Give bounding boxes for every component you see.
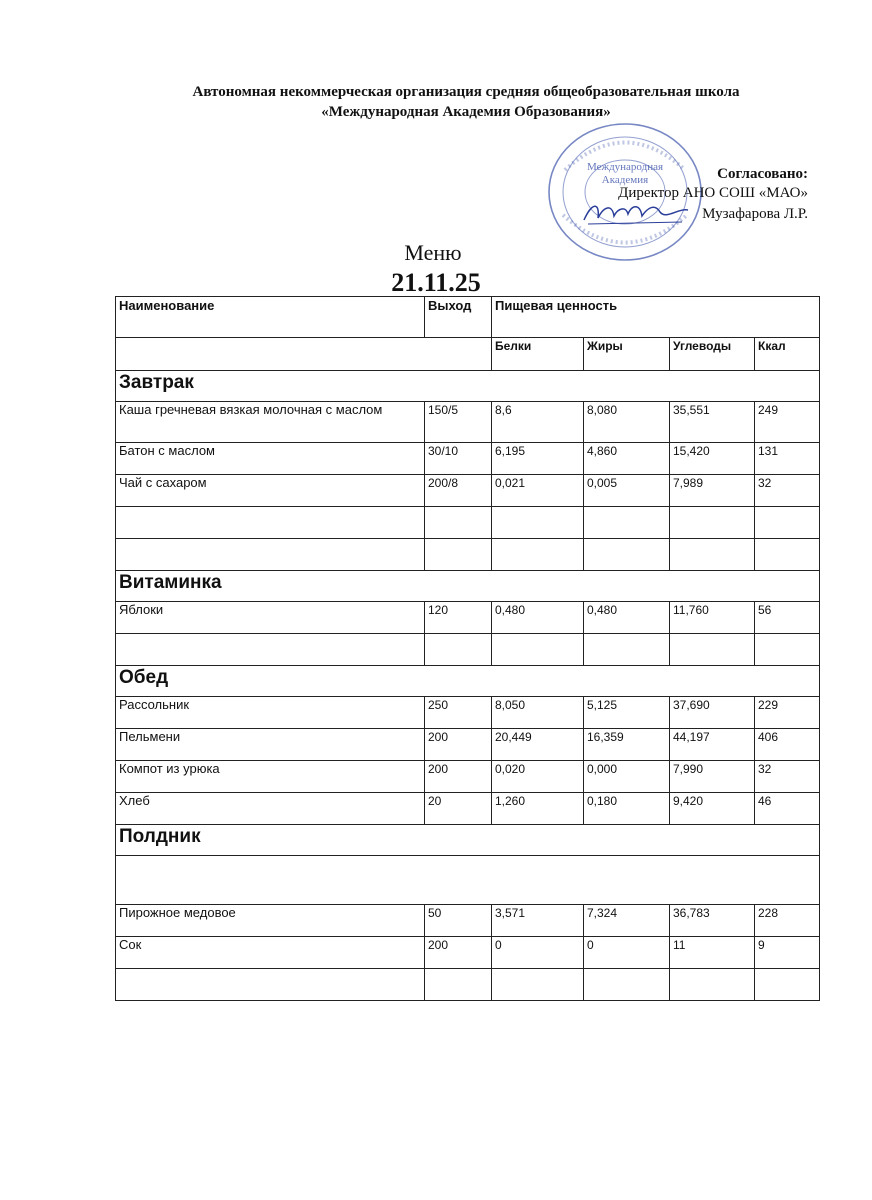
dish-carbs: 36,783 — [670, 905, 755, 937]
header-protein: Белки — [492, 338, 584, 371]
table-row — [116, 729, 820, 761]
dish-name: Каша гречневая вязкая молочная с маслом — [116, 402, 425, 443]
dish-protein: 20,449 — [492, 729, 584, 761]
dish-kcal: 9 — [755, 937, 820, 969]
menu-title: Меню — [404, 240, 462, 265]
dish-yield: 150/5 — [425, 402, 492, 443]
dish-kcal: 32 — [755, 761, 820, 793]
dish-protein: 0,020 — [492, 761, 584, 793]
section-breakfast — [116, 371, 820, 402]
empty-row — [116, 539, 820, 571]
section-snack — [116, 825, 820, 856]
dish-yield: 200/8 — [425, 475, 492, 507]
dish-yield: 20 — [425, 793, 492, 825]
dish-yield: 200 — [425, 937, 492, 969]
dish-name: Чай с сахаром — [116, 475, 425, 507]
table-row — [116, 443, 820, 475]
section-title: Завтрак — [116, 371, 820, 402]
dish-kcal: 229 — [755, 697, 820, 729]
stamp-text-1: Международная — [586, 161, 664, 173]
signature-icon — [582, 198, 692, 228]
dish-protein: 8,050 — [492, 697, 584, 729]
header-blank — [116, 338, 492, 371]
dish-protein: 1,260 — [492, 793, 584, 825]
dish-fat: 16,359 — [584, 729, 670, 761]
dish-name: Хлеб — [116, 793, 425, 825]
section-title: Витаминка — [116, 571, 820, 602]
dish-name: Яблоки — [116, 602, 425, 634]
dish-kcal: 56 — [755, 602, 820, 634]
table-row — [116, 602, 820, 634]
dish-kcal: 406 — [755, 729, 820, 761]
dish-carbs: 35,551 — [670, 402, 755, 443]
dish-protein: 0,480 — [492, 602, 584, 634]
dish-name: Компот из урюка — [116, 761, 425, 793]
menu-date: 21.11.25 — [391, 268, 481, 297]
dish-carbs: 11 — [670, 937, 755, 969]
dish-carbs: 7,989 — [670, 475, 755, 507]
header-name: Наименование — [116, 297, 425, 338]
dish-fat: 5,125 — [584, 697, 670, 729]
table-row — [116, 697, 820, 729]
empty-row — [116, 856, 820, 905]
section-vitamin — [116, 571, 820, 602]
dish-protein: 8,6 — [492, 402, 584, 443]
dish-yield: 200 — [425, 761, 492, 793]
dish-protein: 6,195 — [492, 443, 584, 475]
dish-yield: 200 — [425, 729, 492, 761]
header-carbs: Углеводы — [670, 338, 755, 371]
dish-kcal: 249 — [755, 402, 820, 443]
dish-kcal: 46 — [755, 793, 820, 825]
table-row — [116, 793, 820, 825]
dish-name: Пельмени — [116, 729, 425, 761]
dish-yield: 30/10 — [425, 443, 492, 475]
dish-carbs: 11,760 — [670, 602, 755, 634]
dish-fat: 4,860 — [584, 443, 670, 475]
dish-fat: 0 — [584, 937, 670, 969]
dish-kcal: 228 — [755, 905, 820, 937]
empty-row — [116, 507, 820, 539]
stamp-text-2: Академия — [601, 174, 649, 186]
dish-fat: 0,180 — [584, 793, 670, 825]
dish-carbs: 9,420 — [670, 793, 755, 825]
dish-fat: 7,324 — [584, 905, 670, 937]
dish-fat: 0,000 — [584, 761, 670, 793]
dish-carbs: 37,690 — [670, 697, 755, 729]
dish-protein: 0 — [492, 937, 584, 969]
dish-carbs: 15,420 — [670, 443, 755, 475]
empty-row — [116, 634, 820, 666]
table-header-row — [116, 297, 820, 338]
dish-fat: 0,005 — [584, 475, 670, 507]
menu-table — [115, 296, 820, 1001]
table-row — [116, 761, 820, 793]
section-title: Обед — [116, 666, 820, 697]
approval-label: Согласовано: — [717, 166, 808, 182]
approval-position: Директор АНО СОШ «МАО» — [618, 185, 808, 201]
dish-fat: 0,480 — [584, 602, 670, 634]
header-yield: Выход — [425, 297, 492, 338]
table-row — [116, 905, 820, 937]
header-kcal: Ккал — [755, 338, 820, 371]
dish-yield: 50 — [425, 905, 492, 937]
section-lunch — [116, 666, 820, 697]
dish-name: Батон с маслом — [116, 443, 425, 475]
dish-yield: 120 — [425, 602, 492, 634]
dish-carbs: 7,990 — [670, 761, 755, 793]
table-row — [116, 402, 820, 443]
dish-kcal: 32 — [755, 475, 820, 507]
dish-protein: 3,571 — [492, 905, 584, 937]
dish-kcal: 131 — [755, 443, 820, 475]
header-fat: Жиры — [584, 338, 670, 371]
dish-yield: 250 — [425, 697, 492, 729]
organization-line-1: Автономная некоммерческая организация средняя общеобразовательная школа — [192, 84, 740, 100]
section-title: Полдник — [116, 825, 820, 856]
organization-line-2: «Международная Академия Образования» — [321, 104, 611, 120]
header-nutrition: Пищевая ценность — [492, 297, 820, 338]
dish-protein: 0,021 — [492, 475, 584, 507]
dish-name: Рассольник — [116, 697, 425, 729]
organization-header — [0, 82, 872, 122]
dish-name: Сок — [116, 937, 425, 969]
table-subheader-row — [116, 338, 820, 371]
empty-row — [116, 969, 820, 1001]
dish-name: Пирожное медовое — [116, 905, 425, 937]
approval-signatory: Музафарова Л.Р. — [702, 206, 808, 222]
table-row — [116, 475, 820, 507]
dish-carbs: 44,197 — [670, 729, 755, 761]
table-row — [116, 937, 820, 969]
dish-fat: 8,080 — [584, 402, 670, 443]
